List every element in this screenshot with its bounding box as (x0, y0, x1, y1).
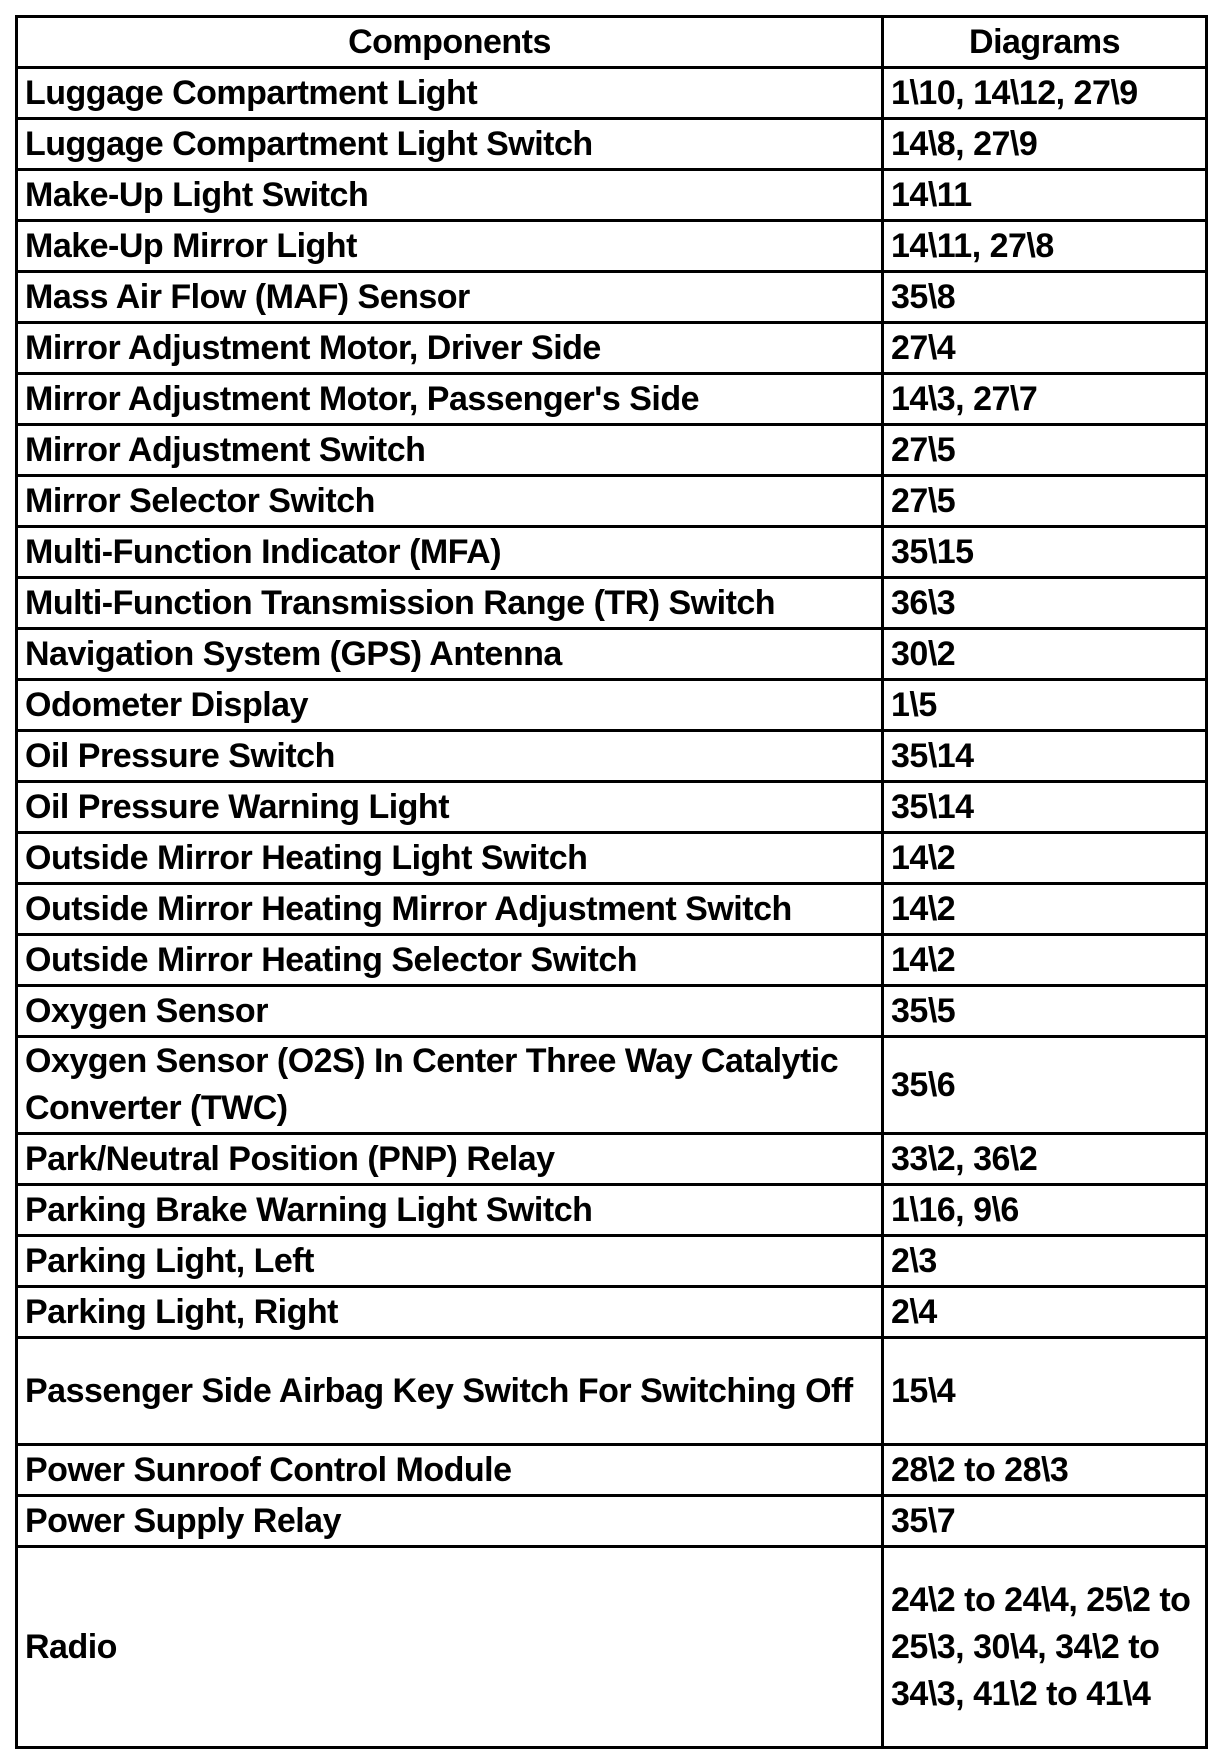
table-row (17, 425, 1207, 476)
diagrams-cell: 15\4 (883, 1338, 1207, 1445)
table-row (17, 323, 1207, 374)
diagrams-cell: 2\4 (883, 1287, 1207, 1338)
table-row (17, 1445, 1207, 1496)
diagrams-cell: 36\3 (883, 578, 1207, 629)
diagrams-cell: 35\5 (883, 986, 1207, 1037)
component-cell: Navigation System (GPS) Antenna (17, 629, 883, 680)
table-row (17, 68, 1207, 119)
table-row (17, 1185, 1207, 1236)
components-column-header: Components (17, 17, 883, 68)
diagrams-cell: 14\3, 27\7 (883, 374, 1207, 425)
diagrams-cell: 35\14 (883, 731, 1207, 782)
diagrams-cell: 24\2 to 24\4, 25\2 to 25\3, 30\4, 34\2 to 34\3, 41\2 to 41\4 (883, 1547, 1207, 1748)
diagrams-cell: 27\5 (883, 425, 1207, 476)
diagrams-column-header: Diagrams (883, 17, 1207, 68)
component-cell: Multi-Function Indicator (MFA) (17, 527, 883, 578)
component-cell: Outside Mirror Heating Selector Switch (17, 935, 883, 986)
table-row (17, 884, 1207, 935)
component-cell: Mirror Adjustment Switch (17, 425, 883, 476)
diagrams-cell: 14\2 (883, 935, 1207, 986)
table-row (17, 833, 1207, 884)
table-row (17, 272, 1207, 323)
diagrams-cell: 27\4 (883, 323, 1207, 374)
table-row (17, 221, 1207, 272)
component-cell: Outside Mirror Heating Light Switch (17, 833, 883, 884)
component-cell: Outside Mirror Heating Mirror Adjustment Switch (17, 884, 883, 935)
component-cell: Parking Brake Warning Light Switch (17, 1185, 883, 1236)
diagrams-cell: 14\2 (883, 884, 1207, 935)
table-row (17, 578, 1207, 629)
component-cell: Luggage Compartment Light Switch (17, 119, 883, 170)
table-row (17, 119, 1207, 170)
table-row (17, 935, 1207, 986)
table-row (17, 1547, 1207, 1748)
table-row (17, 1037, 1207, 1134)
diagrams-cell: 14\11 (883, 170, 1207, 221)
component-cell: Mirror Adjustment Motor, Driver Side (17, 323, 883, 374)
table-row (17, 476, 1207, 527)
table-row (17, 986, 1207, 1037)
component-cell: Oxygen Sensor (O2S) In Center Three Way Catalytic Converter (TWC) (17, 1037, 883, 1134)
diagrams-cell: 27\5 (883, 476, 1207, 527)
table-row (17, 629, 1207, 680)
table-row (17, 1338, 1207, 1445)
diagrams-cell: 30\2 (883, 629, 1207, 680)
diagrams-cell: 14\8, 27\9 (883, 119, 1207, 170)
table-row (17, 731, 1207, 782)
component-cell: Mirror Adjustment Motor, Passenger's Side (17, 374, 883, 425)
table-row (17, 782, 1207, 833)
diagrams-cell: 35\6 (883, 1037, 1207, 1134)
diagrams-cell: 35\8 (883, 272, 1207, 323)
component-cell: Mass Air Flow (MAF) Sensor (17, 272, 883, 323)
diagrams-cell: 33\2, 36\2 (883, 1134, 1207, 1185)
diagrams-cell: 28\2 to 28\3 (883, 1445, 1207, 1496)
component-cell: Oil Pressure Switch (17, 731, 883, 782)
component-cell: Power Supply Relay (17, 1496, 883, 1547)
table-row (17, 374, 1207, 425)
table-row (17, 680, 1207, 731)
component-cell: Make-Up Mirror Light (17, 221, 883, 272)
diagrams-cell: 1\16, 9\6 (883, 1185, 1207, 1236)
table-header-row (17, 17, 1207, 68)
component-cell: Oxygen Sensor (17, 986, 883, 1037)
component-cell: Oil Pressure Warning Light (17, 782, 883, 833)
component-cell: Park/Neutral Position (PNP) Relay (17, 1134, 883, 1185)
components-diagrams-table (15, 15, 1208, 1749)
table-row (17, 1287, 1207, 1338)
component-cell: Power Sunroof Control Module (17, 1445, 883, 1496)
diagrams-cell: 35\14 (883, 782, 1207, 833)
table-row (17, 1134, 1207, 1185)
component-cell: Odometer Display (17, 680, 883, 731)
diagrams-cell: 1\5 (883, 680, 1207, 731)
component-cell: Mirror Selector Switch (17, 476, 883, 527)
component-cell: Luggage Compartment Light (17, 68, 883, 119)
table-row (17, 170, 1207, 221)
diagrams-cell: 2\3 (883, 1236, 1207, 1287)
component-cell: Radio (17, 1547, 883, 1748)
component-cell: Parking Light, Right (17, 1287, 883, 1338)
component-cell: Parking Light, Left (17, 1236, 883, 1287)
table-row (17, 1236, 1207, 1287)
component-cell: Passenger Side Airbag Key Switch For Switching Off (17, 1338, 883, 1445)
component-cell: Make-Up Light Switch (17, 170, 883, 221)
diagrams-cell: 1\10, 14\12, 27\9 (883, 68, 1207, 119)
diagrams-cell: 14\2 (883, 833, 1207, 884)
diagrams-cell: 35\7 (883, 1496, 1207, 1547)
table-row (17, 1496, 1207, 1547)
table-row (17, 527, 1207, 578)
diagrams-cell: 35\15 (883, 527, 1207, 578)
diagrams-cell: 14\11, 27\8 (883, 221, 1207, 272)
component-cell: Multi-Function Transmission Range (TR) Switch (17, 578, 883, 629)
